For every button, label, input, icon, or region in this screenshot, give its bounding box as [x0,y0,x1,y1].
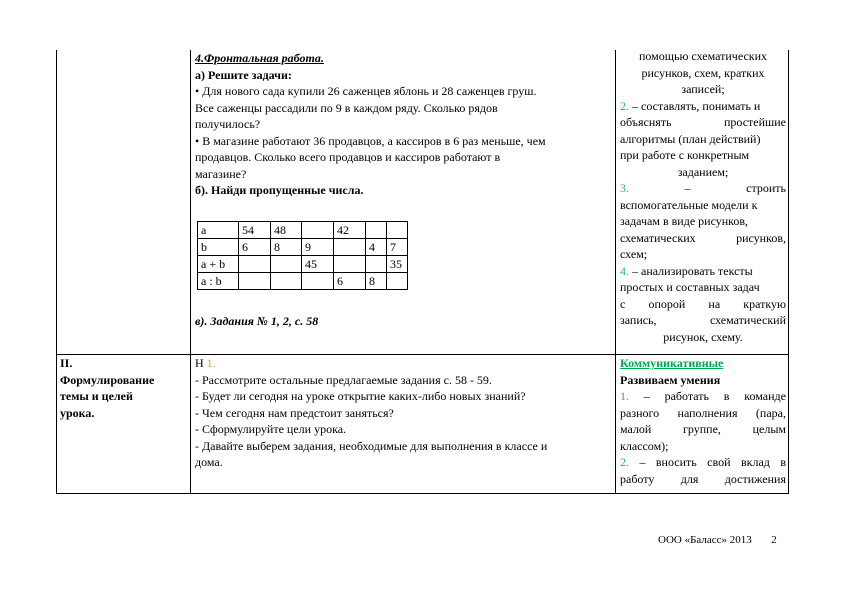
skill-number: 2. [620,98,629,113]
page-number: 2 [771,534,777,546]
heading-number: 1. [206,356,216,370]
table-cell: 42 [334,222,366,239]
task-a-heading: а) Решите задачи: [195,67,292,82]
skill-number: 3. [620,181,629,195]
question-line: - Рассмотрите остальные предлагаемые задания с. 58 - 59. [195,372,492,387]
table-cell: а + b [198,256,239,273]
skill-text: рисунков, схем, кратких [641,65,765,80]
word: команде [744,389,786,403]
skill-item-3 [620,180,786,197]
word: для [680,471,699,486]
task-c-cell [195,313,613,330]
table-cell: а : b [198,273,239,290]
skill-number: 4. [620,263,629,278]
skill-item-2 [620,98,786,115]
section-title: 4.Фронтальная работа. [195,51,324,65]
table-cell: 6 [334,273,366,290]
word: разного [620,405,660,420]
task-b-heading: б). Найди пропущенные числа. [195,183,364,197]
skill-text: вспомогательные модели к [620,197,758,212]
table-border-right [788,50,789,494]
skill-text: рисунок, схему. [663,329,743,344]
table-cell: 35 [387,256,408,273]
skill-line [620,421,786,438]
table-cell [302,273,334,290]
word: объяснять [620,115,672,129]
table-row [198,222,408,239]
word: с [620,296,626,311]
word: схематический [709,313,786,327]
task-c-heading: в). Задания № 1, 2, с. 58 [195,314,319,328]
page-footer [658,534,777,546]
skill-text: алгоритмы (план действий) [620,131,761,146]
skill-line [620,405,786,422]
skill-text: заданием; [677,164,729,179]
word: – [639,455,646,469]
table-border-col2 [190,50,191,494]
stage-title: темы и целей [60,389,133,403]
stage-number: II. [60,356,73,370]
skill-number: 1. [620,389,629,403]
task-2-line: продавцов. Сколько всего продавцов и кассиров работают в [195,150,501,164]
table-cell: а [198,222,239,239]
skill-line [620,296,786,313]
table-cell [387,273,408,290]
table-cell [366,222,387,239]
word: опорой [648,296,686,311]
word: на [708,296,721,311]
word: работу [620,471,655,486]
word: наполнения [677,405,738,420]
skill-line [620,230,786,247]
question-line: - Будет ли сегодня на уроке открытие каких-либо новых знаний? [195,389,526,403]
stage-title: урока. [60,405,95,420]
missing-numbers-table [197,221,408,290]
word: целым [752,422,786,436]
table-cell: 6 [239,239,271,256]
skill-item-2 [620,454,786,471]
table-cell: 45 [302,256,334,273]
table-cell [387,222,408,239]
skill-text: – составлять, понимать и [632,98,761,113]
table-border-col3 [615,50,616,494]
table-cell: 4 [366,239,387,256]
skill-item-1 [620,388,786,405]
task-2-line: магазине? [195,166,247,181]
question-line: - Сформулируйте цели урока. [195,422,347,436]
heading-prefix: Н [195,356,204,370]
word: малой [620,422,652,436]
skill-text: записей; [681,82,725,96]
word: группе, [683,422,721,436]
word: простейшие [723,115,786,129]
table-cell: 8 [271,239,302,256]
table-border-left [56,50,57,494]
question-line: дома. [195,455,223,469]
table-cell: 7 [387,239,408,256]
table-cell [271,256,302,273]
table-cell [366,256,387,273]
word: строить [746,181,786,195]
task-1-line: • Для нового сада купили 26 саженцев яблонь и 28 саженцев груш. [195,84,537,98]
table-cell: 54 [239,222,271,239]
skill-line [620,114,786,131]
skill-text: задачам в виде рисунков, [620,214,749,228]
frontal-work-cell [195,50,613,199]
word: вносить [655,455,697,469]
skills-category-title: Коммуникативные [620,356,724,370]
skill-number: 2. [620,455,629,469]
table-cell [239,273,271,290]
lesson-goals-cell [195,355,613,471]
table-cell [302,222,334,239]
footer-company: ООО «Баласс» 2013 [658,534,752,546]
communicative-skills-cell [620,355,786,487]
table-cell [334,256,366,273]
task-1-line: получилось? [195,117,261,131]
skill-text: при работе с конкретным [620,148,750,162]
table-cell: 8 [366,273,387,290]
question-line: - Давайте выберем задания, необходимые для выполнения в классе и [195,438,548,453]
skill-text: классом); [620,438,669,453]
word: (пара, [755,405,786,420]
table-cell: 9 [302,239,334,256]
question-line: - Чем сегодня нам предстоит заняться? [195,405,394,420]
skill-item-4 [620,263,786,280]
skill-text: – анализировать тексты [632,263,753,278]
table-row [198,273,408,290]
stage-title: Формулирование [60,372,155,387]
skills-cell-top [620,48,786,345]
skill-line [620,471,786,488]
word: в [723,389,730,403]
goals-heading [195,355,613,372]
word: работать [664,389,709,403]
table-border-bottom [56,493,789,494]
skills-subtitle: Развиваем умения [620,372,721,387]
word: рисунков, [736,230,786,245]
skill-text: простых и составных задач [620,280,760,294]
word: свой [707,455,731,469]
word: вклад [740,455,770,469]
skill-text: схем; [620,247,648,261]
table-cell [239,256,271,273]
stage-title-cell [60,355,188,421]
table-row [198,256,408,273]
word: запись, [620,313,657,327]
skill-line [620,312,786,329]
word: достижения [724,471,786,486]
word: краткую [743,296,786,311]
table-row [198,239,408,256]
skill-text: помощью схематических [638,49,768,63]
word: – [643,389,650,403]
word: схематических [620,230,696,245]
table-cell: b [198,239,239,256]
task-2-line: • В магазине работают 36 продавцов, а кассиров в 6 раз меньше, чем [195,133,546,148]
word: в [780,455,786,469]
word: – [684,181,691,195]
task-1-line: Все саженцы рассадили по 9 в каждом ряду. Сколько рядов [195,100,498,115]
table-cell: 48 [271,222,302,239]
table-cell [271,273,302,290]
table-cell [334,239,366,256]
